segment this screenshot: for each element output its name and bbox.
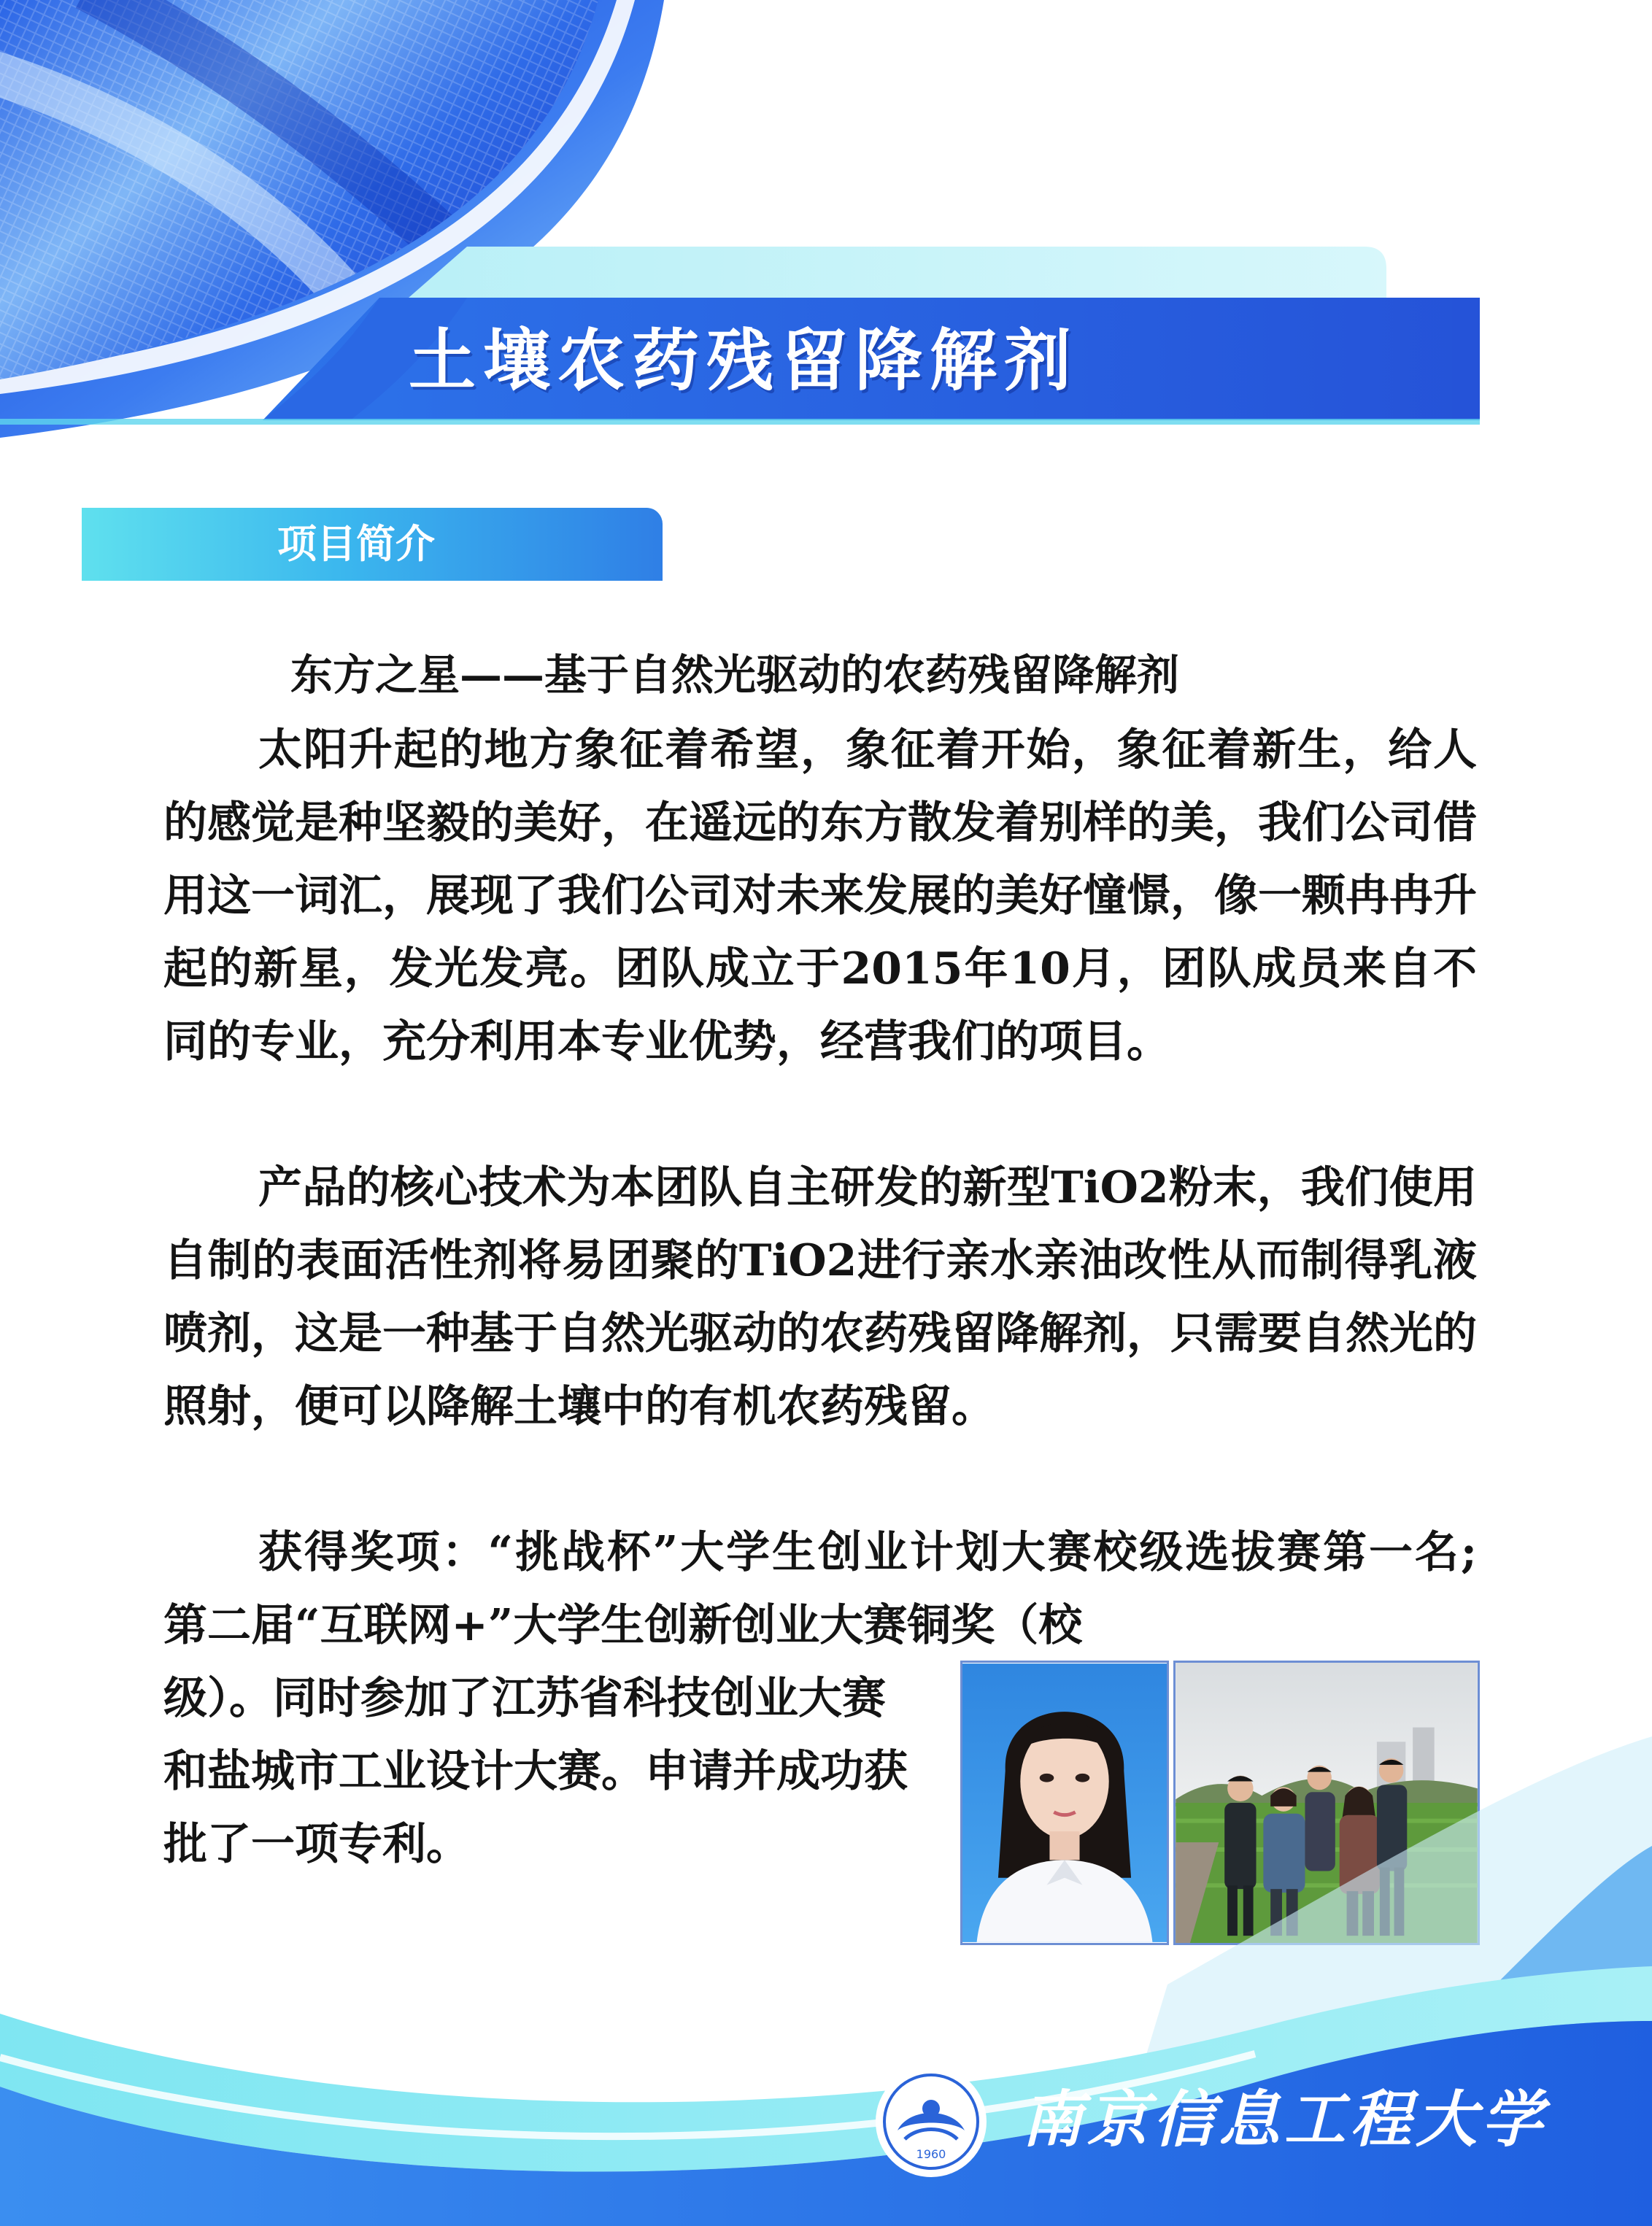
page-title: 土壤农药残留降解剂 bbox=[409, 322, 1079, 400]
paragraph-intro: 太阳升起的地方象征着希望，象征着开始，象征着新生，给人的感觉是种坚毅的美好，在遥远的东方散发着别样的美，我们公司借用这一词汇，展现了我们公司对未来发展的美好憧憬，像一颗冉冉升起的新星，发光发亮。团队成立于2015年10月，团队成员来自不同的专业，充分利用本专业优势，经营我们的项目。 bbox=[163, 724, 1477, 1067]
paragraph-awards: 获得奖项：“挑战杯”大学生创业计划大赛校级选拔赛第一名; 第二届“互联网+”大学生创新创业大赛铜奖（校 bbox=[163, 1527, 1477, 1651]
intro-heading: 东方之星——基于自然光驱动的农药残留降解剂 bbox=[290, 650, 1180, 700]
section-label: 项目简介 bbox=[277, 521, 435, 567]
university-name: 南京信息工程大学 bbox=[1022, 2083, 1548, 2155]
university-logo bbox=[873, 2063, 989, 2180]
paragraph-awards-continued: 级）。同时参加了江苏省科技创业大赛和盐城市工业设计大赛。申请并成功获批了一项专利。 bbox=[163, 1673, 908, 1870]
logo-year: 1960 bbox=[916, 2147, 946, 2161]
paragraph-technology: 产品的核心技术为本团队自主研发的新型TiO2粉末，我们使用自制的表面活性剂将易团聚的TiO2进行亲水亲油改性从而制得乳液喷剂，这是一种基于自然光驱动的农药残留降解剂，只需要自然光的照射，便可以降解土壤中的有机农药残留。 bbox=[163, 1162, 1477, 1432]
